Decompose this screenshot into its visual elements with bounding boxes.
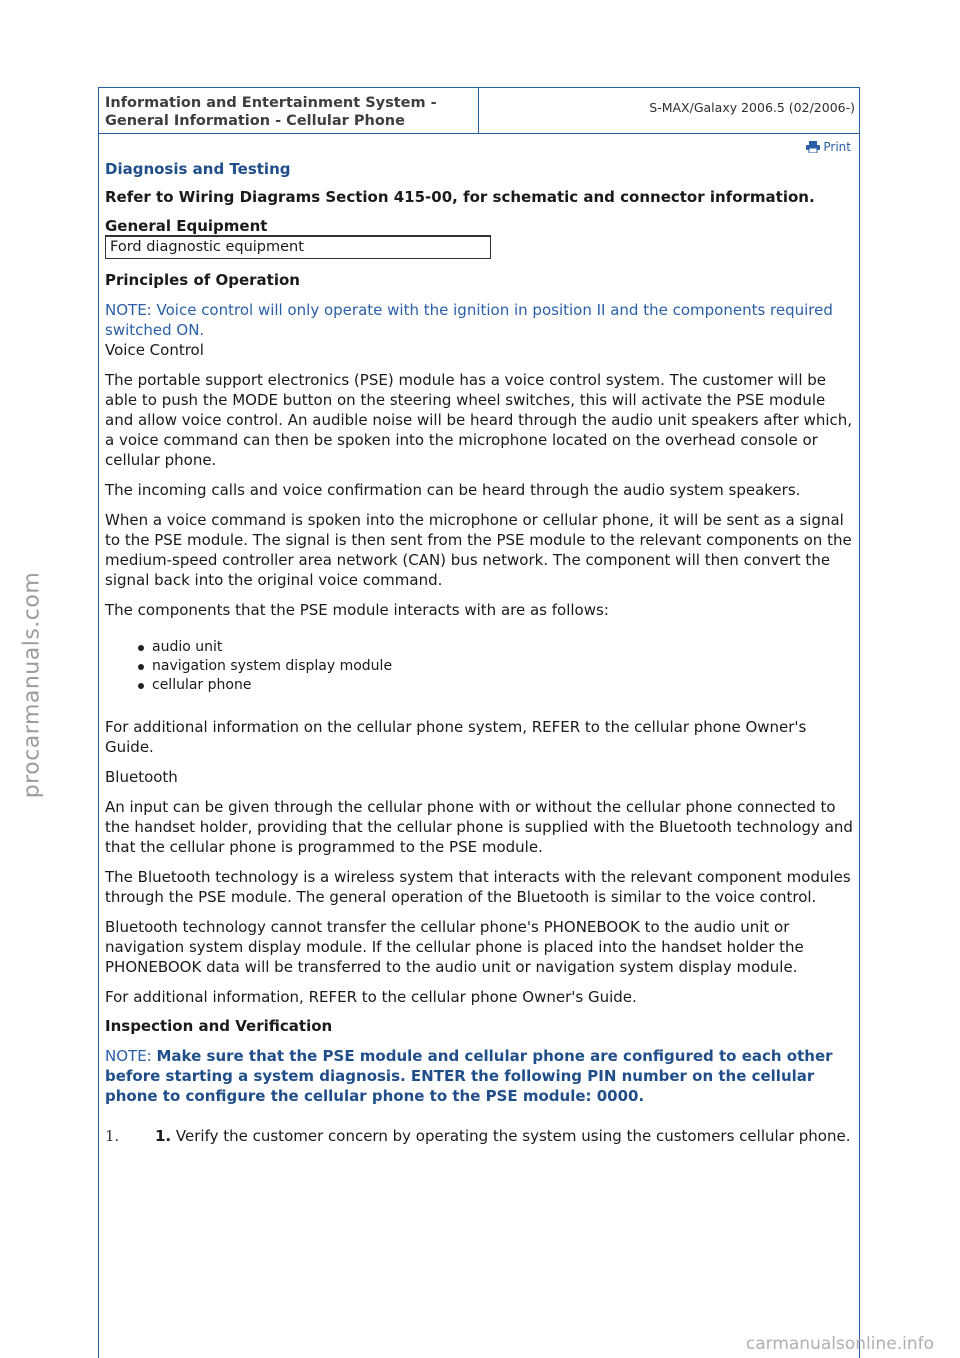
page-title: Information and Entertainment System - General Information - Cellular Phone: [99, 88, 479, 133]
document-body: [99, 160, 859, 1146]
list-item: audio unit: [152, 638, 853, 657]
principles-title: Principles of Operation: [105, 271, 300, 289]
paragraph: When a voice command is spoken into the microphone or cellular phone, it will be sent as a signal to the PSE module. The signal is then sent from the PSE module to the relevant components on the medium-speed controller area network (CAN) bus network. The component will then convert the signal back into the original voice command.: [105, 511, 852, 589]
equipment-item: Ford diagnostic equipment: [110, 239, 304, 255]
note-voice-control: NOTE: Voice control will only operate with the ignition in position II and the components required switched ON.: [105, 301, 833, 339]
paragraph: Bluetooth technology cannot transfer the cellular phone's PHONEBOOK to the audio unit or navigation system display module. If the cellular phone is placed into the handset holder the PHONEBOOK data will be transferred to the audio unit or navigation system display module.: [105, 918, 804, 976]
section-title: Diagnosis and Testing: [105, 160, 291, 178]
equipment-title: General Equipment: [105, 217, 268, 235]
components-list: [105, 638, 853, 695]
note-configuration: NOTE: Make sure that the PSE module and cellular phone are configured to each other before starting a system diagnosis. ENTER the following PIN number on the cellular phone to configure the cellular phone to the PSE module: 0000.: [105, 1047, 833, 1105]
equipment-table: [105, 235, 491, 259]
step-1: [105, 1126, 853, 1146]
inspection-title: Inspection and Verification: [105, 1017, 333, 1035]
voice-control-label: Voice Control: [105, 341, 204, 359]
paragraph: For additional information on the cellular phone system, REFER to the cellular phone Owner's Guide.: [105, 718, 807, 756]
wiring-reference: Refer to Wiring Diagrams Section 415-00, for schematic and connector information.: [105, 188, 815, 206]
print-label[interactable]: Print: [823, 140, 851, 154]
paragraph: An input can be given through the cellular phone with or without the cellular phone connected to the handset holder, providing that the cellular phone is supplied with the Bluetooth technology and that the cellular phone is programmed to the PSE module.: [105, 798, 853, 856]
paragraph: The incoming calls and voice confirmation can be heard through the audio system speakers.: [105, 481, 801, 499]
step-text: 1. Verify the customer concern by operating the system using the customers cellular phone.: [155, 1127, 851, 1145]
side-watermark: procarmanuals.com: [19, 571, 45, 799]
page-header: [99, 88, 859, 134]
paragraph: For additional information, REFER to the cellular phone Owner's Guide.: [105, 988, 637, 1006]
manual-page: [98, 87, 860, 1358]
printer-icon: [806, 141, 820, 153]
list-item: cellular phone: [152, 676, 853, 695]
paragraph: The portable support electronics (PSE) module has a voice control system. The customer will be able to push the MODE button on the steering wheel switches, this will activate the PSE module and allow voice control. An audible noise will be heard through the audio unit speakers after which, a voice command can then be spoken into the microphone located on the overhead console or cellular phone.: [105, 371, 853, 469]
footer-watermark: carmanualsonline.info: [745, 1334, 934, 1354]
model-label: S-MAX/Galaxy 2006.5 (02/2006-): [649, 100, 855, 115]
print-link[interactable]: [99, 134, 859, 158]
bluetooth-label: Bluetooth: [105, 768, 178, 786]
step-number: 1.: [105, 1127, 120, 1145]
list-item: navigation system display module: [152, 657, 853, 676]
paragraph: The components that the PSE module interacts with are as follows:: [105, 601, 609, 619]
paragraph: The Bluetooth technology is a wireless system that interacts with the relevant component modules through the PSE module. The general operation of the Bluetooth is similar to the voice control.: [105, 868, 851, 906]
